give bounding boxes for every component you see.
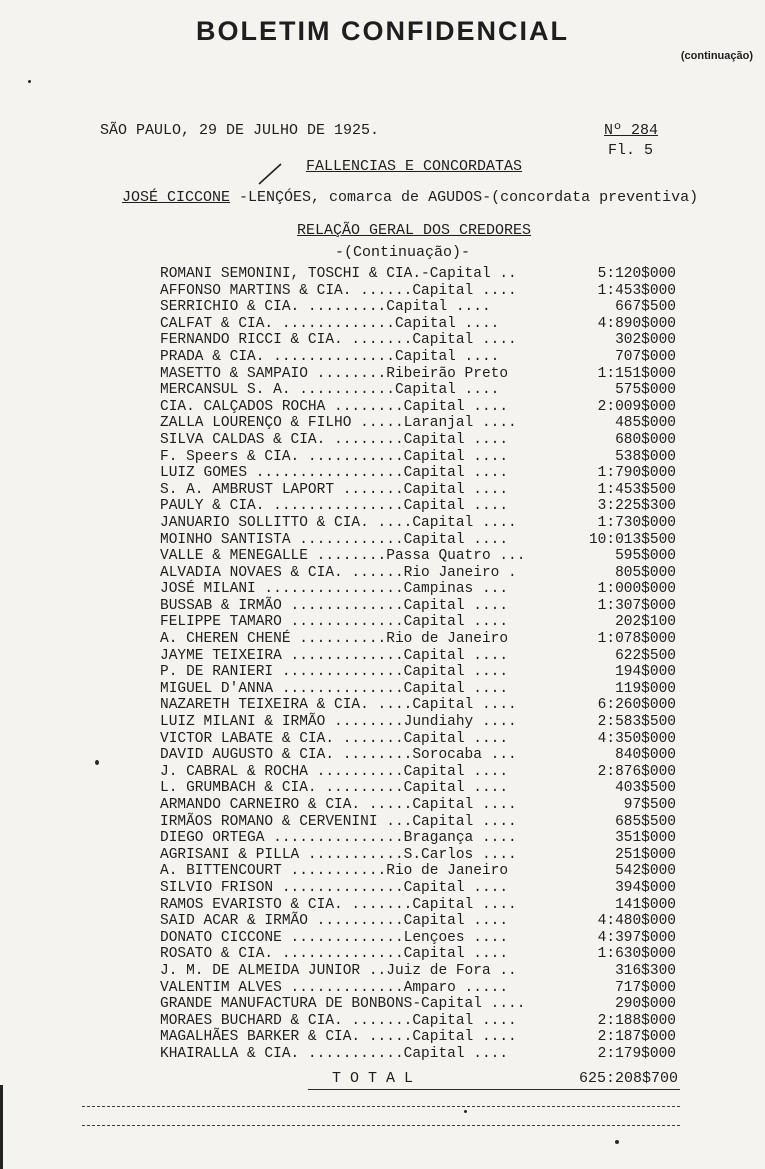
ink-spot (464, 1110, 467, 1113)
creditor-name: S. A. AMBRUST LAPORT .......Capital .... (160, 481, 509, 498)
creditor-amount: 302$000 (615, 332, 676, 349)
creditor-amount: 194$000 (615, 664, 676, 681)
creditor-name: AFFONSO MARTINS & CIA. ......Capital .... (160, 282, 517, 299)
creditor-amount: 3:225$300 (597, 498, 676, 515)
creditor-amount: 351$000 (615, 830, 676, 847)
creditor-name: KHAIRALLA & CIA. ...........Capital .... (160, 1045, 509, 1062)
creditor-amount: 1:630$000 (597, 946, 676, 963)
creditor-row (160, 548, 680, 565)
debtor-line (122, 189, 698, 206)
creditor-row (160, 1046, 680, 1063)
creditor-amount: 394$000 (615, 879, 676, 896)
creditor-amount: 4:397$000 (597, 929, 676, 946)
creditor-row (160, 797, 680, 814)
creditor-name: SAID ACAR & IRMÃO ..........Capital .... (160, 913, 509, 930)
bulletin-number: Nº 284 (604, 122, 659, 139)
creditor-amount: 141$000 (615, 896, 676, 913)
creditor-row (160, 764, 680, 781)
creditor-amount: 119$000 (615, 680, 676, 697)
creditor-name: RAMOS EVARISTO & CIA. .......Capital .... (160, 896, 517, 913)
creditor-name: DIEGO ORTEGA ...............Bragança .... (160, 830, 517, 847)
creditor-amount: 2:876$000 (597, 763, 676, 780)
creditor-name: FERNANDO RICCI & CIA. .......Capital .... (160, 332, 517, 349)
creditor-row (160, 515, 680, 532)
creditor-name: L. GRUMBACH & CIA. .........Capital .... (160, 780, 509, 797)
creditor-amount: 595$000 (615, 548, 676, 565)
creditor-name: CIA. CALÇADOS ROCHA ........Capital .... (160, 398, 509, 415)
continuation-note: (continuação) (680, 50, 753, 62)
creditor-row (160, 366, 680, 383)
creditor-amount: 316$300 (615, 962, 676, 979)
creditor-row (160, 283, 680, 300)
creditor-row (160, 432, 680, 449)
creditor-name: VALENTIM ALVES .............Amparo ..... (160, 979, 509, 996)
creditor-name: JOSÉ MILANI ................Campinas ... (160, 581, 509, 598)
creditor-row (160, 863, 680, 880)
debtor-details: -LENÇÓES, comarca de AGUDOS-(concordata preventiva) (230, 189, 699, 206)
creditor-name: FELIPPE TAMARO .............Capital .... (160, 614, 509, 631)
creditor-name: J. M. DE ALMEIDA JUNIOR ..Juiz de Fora .. (160, 962, 517, 979)
creditor-amount: 2:179$000 (597, 1045, 676, 1062)
creditor-row (160, 382, 680, 399)
creditor-row (160, 332, 680, 349)
creditor-row (160, 399, 680, 416)
creditor-name: PAULY & CIA. ...............Capital .... (160, 498, 509, 515)
creditor-amount: 1:151$000 (597, 365, 676, 382)
creditor-row (160, 631, 680, 648)
slash-mark-icon (255, 162, 285, 186)
creditor-row (160, 880, 680, 897)
creditor-row (160, 498, 680, 515)
creditor-name: MIGUEL D'ANNA ..............Capital .... (160, 680, 509, 697)
creditor-amount: 1:790$000 (597, 465, 676, 482)
creditor-row (160, 731, 680, 748)
creditor-name: ROSATO & CIA. ..............Capital .... (160, 946, 509, 963)
creditor-amount: 4:480$000 (597, 913, 676, 930)
creditor-row (160, 697, 680, 714)
creditor-name: SILVA CALDAS & CIA. ........Capital .... (160, 431, 509, 448)
creditor-name: ROMANI SEMONINI, TOSCHI & CIA.-Capital .. (160, 266, 517, 282)
total-value: 625:208$700 (578, 1070, 678, 1087)
page-edge-shadow (0, 1085, 3, 1169)
creditor-row (160, 747, 680, 764)
creditor-amount: 202$100 (615, 614, 676, 631)
creditor-name: SILVIO FRISON ..............Capital .... (160, 879, 509, 896)
creditor-name: MAGALHÃES BARKER & CIA. .....Capital .... (160, 1029, 517, 1046)
creditor-name: VICTOR LABATE & CIA. .......Capital .... (160, 730, 509, 747)
creditor-row (160, 980, 680, 997)
creditor-name: NAZARETH TEIXEIRA & CIA. ....Capital .... (160, 697, 517, 714)
creditor-amount: 1:453$500 (597, 481, 676, 498)
creditor-amount: 290$000 (615, 996, 676, 1013)
creditor-amount: 1:078$000 (597, 631, 676, 648)
divider-rule (82, 1106, 680, 1107)
creditor-name: A. BITTENCOURT ...........Rio de Janeiro (160, 863, 509, 880)
creditor-amount: 680$000 (615, 431, 676, 448)
creditor-amount: 4:890$000 (597, 315, 676, 332)
creditor-name: PRADA & CIA. ..............Capital .... (160, 348, 500, 365)
creditor-row (160, 897, 680, 914)
creditor-amount: 717$000 (615, 979, 676, 996)
creditor-amount: 10:013$500 (588, 531, 676, 548)
creditor-name: LUIZ GOMES .................Capital .... (160, 465, 509, 482)
creditor-name: BUSSAB & IRMÃO .............Capital .... (160, 597, 509, 614)
creditor-row (160, 614, 680, 631)
creditor-name: F. Speers & CIA. ...........Capital .... (160, 448, 509, 465)
creditor-name: LUIZ MILANI & IRMÃO ........Jundiahy .... (160, 714, 517, 731)
creditor-row (160, 482, 680, 499)
creditor-name: DAVID AUGUSTO & CIA. ........Sorocaba ... (160, 747, 517, 764)
creditor-row (160, 1029, 680, 1046)
creditor-amount: 542$000 (615, 863, 676, 880)
creditor-row (160, 946, 680, 963)
creditor-name: CALFAT & CIA. .............Capital .... (160, 315, 500, 332)
creditor-name: ARMANDO CARNEIRO & CIA. .....Capital .... (160, 797, 517, 813)
creditor-name: MOINHO SANTISTA ............Capital .... (160, 531, 509, 548)
creditor-name: GRANDE MANUFACTURA DE BONBONS-Capital .... (160, 996, 526, 1013)
bulletin-title: BOLETIM CONFIDENCIAL (196, 16, 569, 46)
creditor-row (160, 465, 680, 482)
creditor-amount: 6:260$000 (597, 697, 676, 714)
creditor-row (160, 714, 680, 731)
dateline: SÃO PAULO, 29 DE JULHO DE 1925. (100, 122, 380, 139)
creditor-row (160, 664, 680, 681)
creditor-row (160, 532, 680, 549)
creditor-name: ALVADIA NOVAES & CIA. ......Rio Janeiro . (160, 564, 517, 581)
creditor-name: IRMÃOS ROMANO & CERVENINI ...Capital .... (160, 813, 517, 830)
divider-rule (82, 1125, 680, 1126)
list-subtitle: -(Continuação)- (335, 244, 471, 261)
creditor-name: ZALLA LOURENÇO & FILHO .....Laranjal .... (160, 415, 517, 432)
creditor-row (160, 996, 680, 1013)
creditor-amount: 622$500 (615, 647, 676, 664)
creditor-row (160, 565, 680, 582)
creditor-name: VALLE & MENEGALLE ........Passa Quatro ... (160, 548, 526, 565)
creditor-amount: 1:307$000 (597, 597, 676, 614)
creditor-amount: 97$500 (623, 797, 676, 813)
creditor-amount: 575$000 (615, 382, 676, 399)
creditor-name: JAYME TEIXEIRA .............Capital .... (160, 647, 509, 664)
creditor-row (160, 598, 680, 615)
creditor-amount: 805$000 (615, 564, 676, 581)
creditor-row (160, 449, 680, 466)
creditor-name: J. CABRAL & ROCHA ..........Capital .... (160, 763, 509, 780)
creditor-amount: 538$000 (615, 448, 676, 465)
creditor-row (160, 847, 680, 864)
creditor-amount: 2:583$500 (597, 714, 676, 731)
creditor-row (160, 316, 680, 333)
creditor-amount: 403$500 (615, 780, 676, 797)
creditor-amount: 667$500 (615, 299, 676, 316)
creditor-row (160, 963, 680, 980)
ink-spot (615, 1140, 619, 1144)
creditor-amount: 2:187$000 (597, 1029, 676, 1046)
creditor-row (160, 681, 680, 698)
creditor-amount: 1:730$000 (597, 514, 676, 531)
creditor-row (160, 415, 680, 432)
creditor-name: MASETTO & SAMPAIO ........Ribeirão Preto (160, 365, 509, 382)
creditor-row (160, 581, 680, 598)
creditor-name: A. CHEREN CHENÉ ..........Rio de Janeiro (160, 631, 509, 648)
creditor-amount: 1:453$000 (597, 282, 676, 299)
creditor-list (160, 266, 680, 1063)
list-title: RELAÇÃO GERAL DOS CREDORES (297, 222, 532, 239)
creditor-row (160, 299, 680, 316)
creditor-amount: 1:000$000 (597, 581, 676, 598)
creditor-name: MORAES BUCHARD & CIA. .......Capital .... (160, 1012, 517, 1029)
creditor-amount: 685$500 (615, 813, 676, 830)
creditor-amount: 840$000 (615, 747, 676, 764)
creditor-row (160, 814, 680, 831)
ink-spot (95, 760, 99, 765)
ink-spot (28, 80, 31, 83)
creditor-name: P. DE RANIERI ..............Capital .... (160, 664, 509, 681)
creditor-row (160, 266, 680, 283)
creditor-amount: 5:120$000 (597, 266, 676, 282)
creditor-row (160, 913, 680, 930)
creditor-name: AGRISANI & PILLA ...........S.Carlos .... (160, 846, 517, 863)
creditor-name: JANUARIO SOLLITTO & CIA. ....Capital .... (160, 514, 517, 531)
sheet-number: Fl. 5 (608, 142, 654, 159)
creditor-amount: 2:188$000 (597, 1012, 676, 1029)
creditor-row (160, 648, 680, 665)
total-underline (308, 1089, 680, 1090)
creditor-amount: 2:009$000 (597, 398, 676, 415)
debtor-name: JOSÉ CICCONE (122, 189, 231, 206)
creditor-amount: 707$000 (615, 348, 676, 365)
creditor-row (160, 930, 680, 947)
creditor-name: SERRICHIO & CIA. .........Capital .... (160, 299, 491, 316)
creditor-amount: 485$000 (615, 415, 676, 432)
creditor-name: MERCANSUL S. A. ...........Capital .... (160, 382, 500, 399)
total-label: TOTAL (332, 1070, 423, 1087)
creditor-amount: 251$000 (615, 846, 676, 863)
creditor-row (160, 1013, 680, 1030)
total-row (332, 1070, 682, 1090)
creditor-row (160, 830, 680, 847)
creditor-row (160, 349, 680, 366)
section-title: FALLENCIAS E CONCORDATAS (306, 158, 523, 175)
creditor-name: DONATO CICCONE .............Lençoes .... (160, 929, 509, 946)
creditor-amount: 4:350$000 (597, 730, 676, 747)
creditor-row (160, 780, 680, 797)
